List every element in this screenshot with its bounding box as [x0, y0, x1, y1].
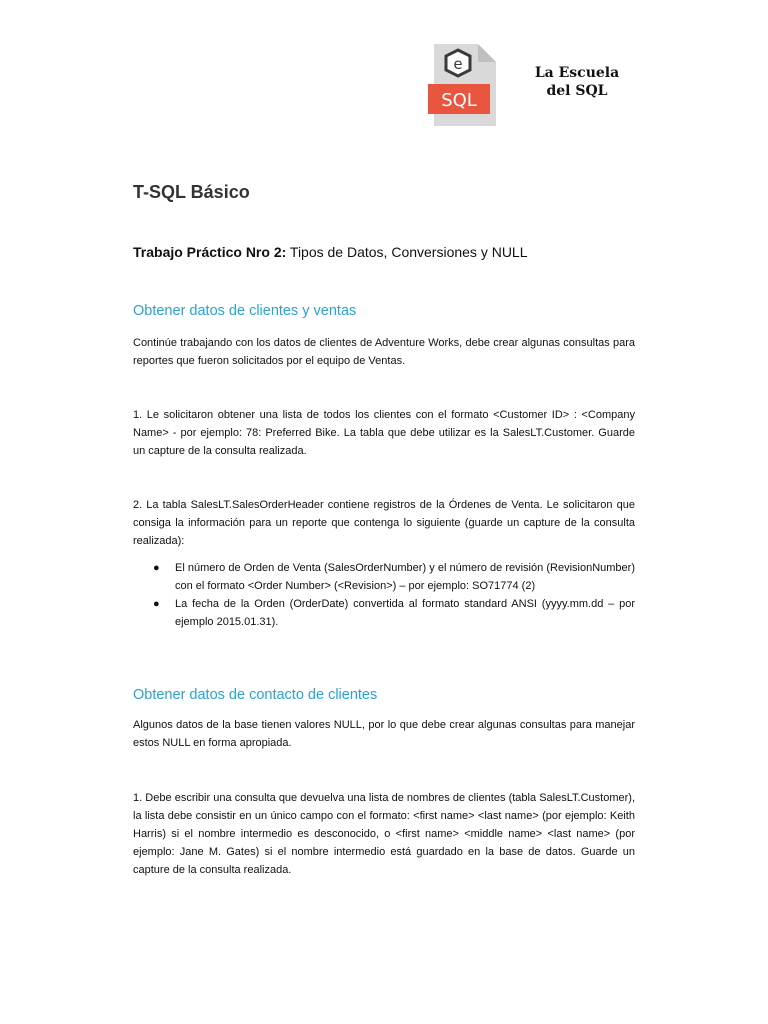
school-logo: [420, 40, 630, 132]
sql-file-icon: [428, 42, 498, 128]
bullet-text: El número de Orden de Venta (SalesOrderNumber) y el número de revisión (RevisionNumber) con el formato <Order Number> (<Revision>) – por ejemplo: SO71774 (2): [175, 562, 635, 592]
section1-intro: Continúe trabajando con los datos de clientes de Adventure Works, debe crear algunas consultas para reportes que fueron solicitados por el equipo de Ventas.: [133, 337, 635, 367]
bullet-icon: ●: [153, 562, 160, 574]
subtitle-bold: Trabajo Práctico Nro 2:: [133, 244, 287, 260]
logo-badge-text: SQL: [441, 90, 477, 111]
list-item: [133, 595, 635, 631]
document-subtitle: [133, 244, 528, 260]
bullet-icon: ●: [153, 598, 160, 610]
subtitle-rest: Tipos de Datos, Conversiones y NULL: [286, 244, 528, 260]
document-title: T-SQL Básico: [133, 182, 250, 202]
section1-bullet-list: [133, 559, 635, 631]
section2-item1: 1. Debe escribir una consulta que devuelva una lista de nombres de clientes (tabla SalesLT.Customer), la lista debe consistir en un único campo con el formato: <first name> <last name> (por ejemplo: Keith Harris) si el nombre intermedio es desconocido, o <first name> <middle name> <last name> (por ejemplo: Jane M. Gates) si el nombre intermedio está guardado en la base de datos. Guarde un capture de la consulta realizada.: [133, 792, 635, 876]
section2-intro: Algunos datos de la base tienen valores NULL, por lo que debe crear algunas consultas para manejar estos NULL en forma apropiada.: [133, 719, 635, 749]
logo-wordmark: [522, 64, 632, 100]
logo-badge-letter: e: [453, 55, 463, 73]
logo-name-line2: del SQL: [546, 83, 608, 99]
section1-item2: 2. La tabla SalesLT.SalesOrderHeader contiene registros de la Órdenes de Venta. Le solicitaron que consiga la información para un reporte que contenga lo siguiente (guarde un capture de la consulta realizada):: [133, 499, 635, 547]
section-heading-clientes-ventas: Obtener datos de clientes y ventas: [133, 303, 357, 319]
section1-item1: 1. Le solicitaron obtener una lista de todos los clientes con el formato <Customer ID> : <Company Name> - por ejemplo: 78: Preferred Bike. La tabla que debe utilizar es la SalesLT.Customer. Guarde un capture de la consulta realizada.: [133, 409, 635, 457]
logo-name-line1: La Escuela: [534, 65, 620, 81]
section-heading-contacto-clientes: Obtener datos de contacto de clientes: [133, 687, 378, 703]
list-item: [133, 559, 635, 595]
bullet-text: La fecha de la Orden (OrderDate) convertida al formato standard ANSI (yyyy.mm.dd – por ejemplo 2015.01.31).: [175, 598, 635, 628]
